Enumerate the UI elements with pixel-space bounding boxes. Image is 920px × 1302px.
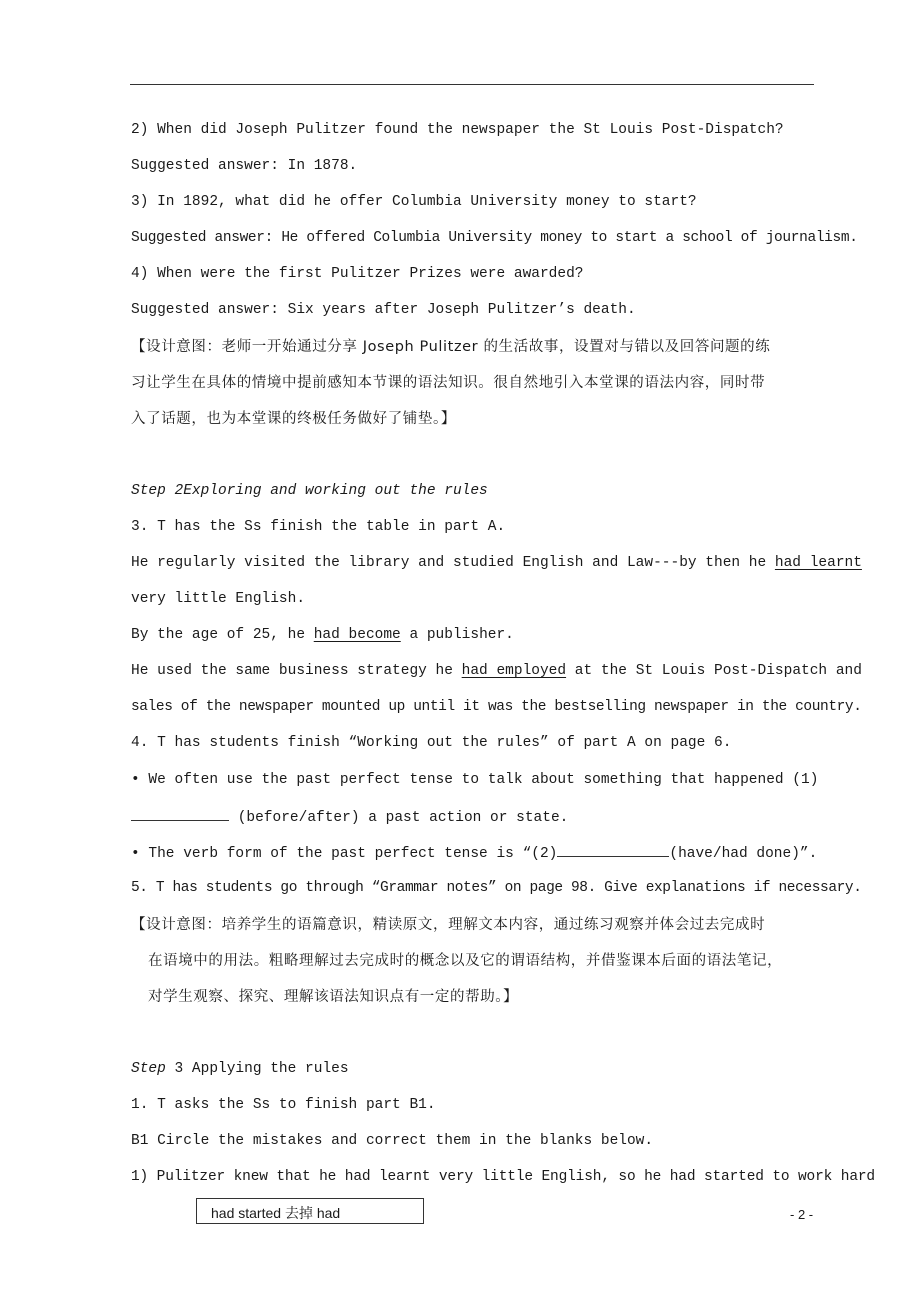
sentence3-text: He used the same business strategy he — [131, 663, 462, 679]
step2-sentence2 — [131, 625, 514, 645]
step2-item5: 5. T has students go through “Grammar notes” on page 98. Give explanations if necessary. — [131, 880, 862, 896]
step3-title-rest: 3 Applying the rules — [165, 1061, 349, 1077]
sentence1-text: He regularly visited the library and studied English and Law---by then he — [131, 555, 775, 571]
design-intent-1-line2: 习让学生在具体的情境中提前感知本节课的语法知识。很自然地引入本堂课的语法内容，同时带 — [131, 375, 766, 391]
question-4: 4) When were the first Pulitzer Prizes were awarded? — [131, 266, 584, 282]
step3-title-italic: Step — [131, 1061, 166, 1077]
question-2: 2) When did Joseph Pulitzer found the newspaper the St Louis Post-Dispatch? — [131, 122, 784, 138]
answer-3: Suggested answer: He offered Columbia University money to start a school of journalism. — [131, 230, 858, 246]
blank-2[interactable] — [557, 842, 669, 857]
rule-2-text: • The verb form of the past perfect tense is “(2) — [131, 846, 558, 862]
rule-2 — [131, 842, 817, 864]
sentence3-underlined: had employed — [461, 663, 567, 679]
design-intent-1-line1: 【设计意图：老师一开始通过分享 Joseph Pulitzer 的生活故事，设置对与错以及回答问题的练 — [131, 339, 771, 355]
answer-textbox: had started 去掉 had — [196, 1198, 424, 1224]
design-intent-2-line1: 【设计意图：培养学生的语篇意识，精读原文，理解文本内容，通过练习观察并体会过去完成时 — [131, 917, 766, 933]
step3-item1: 1. T asks the Ss to finish part B1. — [131, 1097, 436, 1113]
step2-sentence1 — [131, 553, 862, 573]
step2-title: Step 2Exploring and working out the rules — [131, 483, 488, 499]
step3-title — [131, 1059, 349, 1079]
step2-sentence3-cont: sales of the newspaper mounted up until it was the bestselling newspaper in the country. — [131, 699, 862, 715]
step2-item3: 3. T has the Ss finish the table in part A. — [131, 519, 506, 535]
sentence2-end: a publisher. — [400, 627, 514, 643]
rule-1-cont — [131, 806, 568, 828]
rule-2-end: (have/had done)”. — [669, 846, 818, 862]
rule-1-text: (before/after) a past action or state. — [229, 810, 569, 826]
page-number: - 2 - — [790, 1207, 814, 1222]
blank-1[interactable] — [131, 806, 229, 821]
step3-question1: 1) Pulitzer knew that he had learnt very little English, so he had started to work hard — [131, 1169, 875, 1185]
sentence2-underlined: had become — [313, 627, 401, 643]
step2-item4: 4. T has students finish “Working out the rules” of part A on page 6. — [131, 735, 732, 751]
design-intent-2-line2: 在语境中的用法。粗略理解过去完成时的概念以及它的谓语结构，并借鉴课本后面的语法笔记， — [148, 953, 783, 969]
sentence1-underlined: had learnt — [774, 555, 862, 571]
sentence2-text: By the age of 25, he — [131, 627, 314, 643]
rule-1: • We often use the past perfect tense to talk about something that happened (1) — [131, 772, 819, 788]
question-3: 3) In 1892, what did he offer Columbia University money to start? — [131, 194, 697, 210]
step2-sentence1-cont: very little English. — [131, 591, 306, 607]
design-intent-1-line3: 入了话题，也为本堂课的终极任务做好了铺垫。】 — [131, 411, 456, 427]
header-rule — [130, 84, 814, 85]
sentence3-end: at the St Louis Post-Dispatch and — [566, 663, 862, 679]
step3-b1: B1 Circle the mistakes and correct them in the blanks below. — [131, 1133, 654, 1149]
step2-sentence3 — [131, 661, 862, 681]
design-intent-2-line3: 对学生观察、探究、理解该语法知识点有一定的帮助。】 — [148, 989, 519, 1005]
answer-4: Suggested answer: Six years after Joseph Pulitzer’s death. — [131, 302, 636, 318]
answer-2: Suggested answer: In 1878. — [131, 158, 358, 174]
